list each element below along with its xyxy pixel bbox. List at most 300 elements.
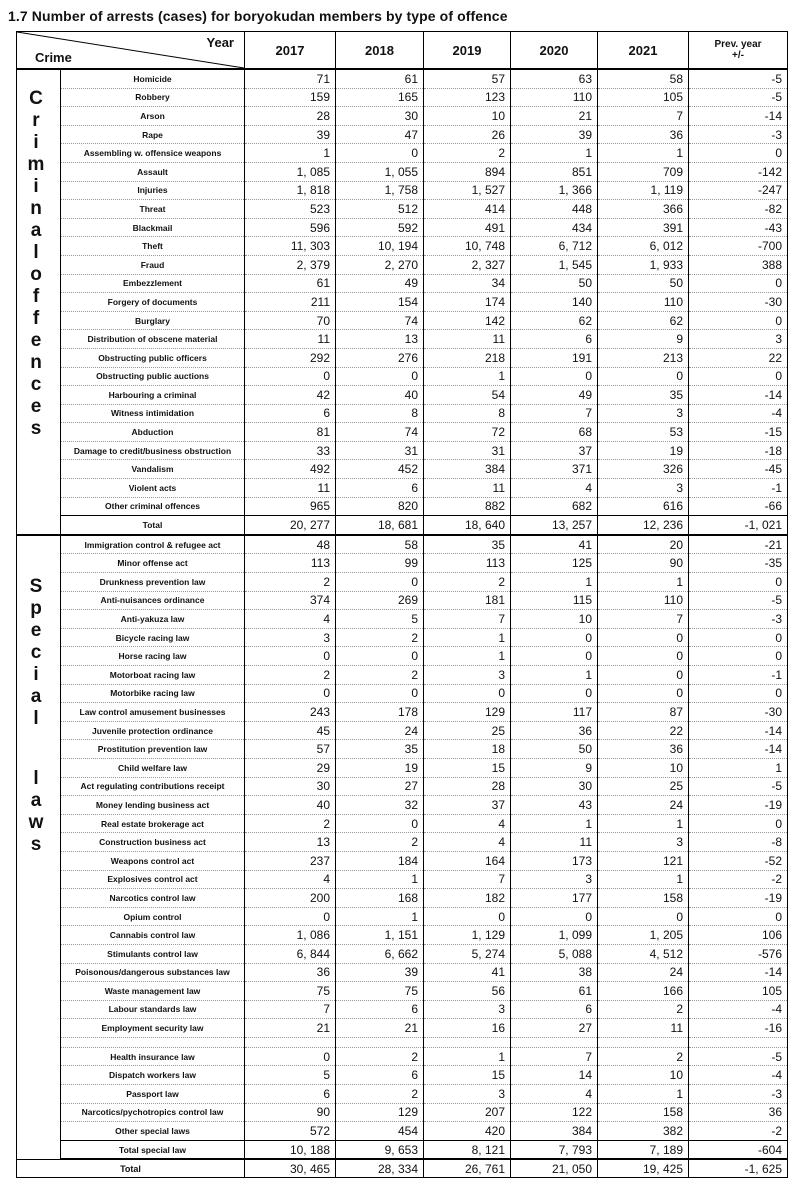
side-letter: a: [30, 220, 42, 241]
table-row: [17, 274, 788, 293]
value-cell: 24: [598, 963, 689, 982]
value-cell: 36: [245, 963, 336, 982]
row-label: Opium control: [61, 907, 245, 926]
grand-total-label: Total: [17, 1159, 245, 1178]
value-cell: 9: [511, 758, 598, 777]
value-cell: 47: [336, 125, 424, 144]
value-cell: 0: [245, 367, 336, 386]
table-row: [17, 907, 788, 926]
value-cell: 3: [424, 666, 511, 685]
value-cell: 48: [245, 535, 336, 554]
value-cell: 61: [336, 69, 424, 88]
value-cell: 12, 236: [598, 516, 689, 535]
value-cell: 165: [336, 88, 424, 107]
value-cell: 42: [245, 386, 336, 405]
value-cell: 374: [245, 591, 336, 610]
row-label: Juvenile protection ordinance: [61, 721, 245, 740]
value-cell: 37: [424, 796, 511, 815]
value-cell: 191: [511, 348, 598, 367]
value-cell: 27: [336, 777, 424, 796]
value-cell: 7, 189: [598, 1140, 689, 1159]
value-cell: 26, 761: [424, 1159, 511, 1178]
value-cell: 6: [511, 1000, 598, 1019]
value-cell: 452: [336, 460, 424, 479]
value-cell: 384: [511, 1122, 598, 1141]
row-label: Construction business act: [61, 833, 245, 852]
value-cell: 9, 653: [336, 1140, 424, 1159]
value-cell: 4: [511, 1085, 598, 1104]
year-header: 2017: [245, 32, 336, 70]
value-cell: 894: [424, 162, 511, 181]
table-row: [17, 404, 788, 423]
value-cell: 129: [424, 703, 511, 722]
value-cell: 21: [245, 1019, 336, 1038]
row-label: Arson: [61, 107, 245, 126]
value-cell: 0: [336, 144, 424, 163]
vertical-word: [17, 70, 55, 440]
value-cell: 0: [598, 907, 689, 926]
value-cell: 1: [511, 144, 598, 163]
value-cell: 6, 844: [245, 944, 336, 963]
value-cell: 213: [598, 348, 689, 367]
side-letter: s: [30, 418, 42, 439]
section-side-label: [17, 69, 61, 535]
diff-cell: -5: [689, 591, 788, 610]
value-cell: 49: [511, 386, 598, 405]
diff-cell: -15: [689, 423, 788, 442]
value-cell: 0: [336, 684, 424, 703]
table-row: [17, 311, 788, 330]
year-axis-label: Year: [206, 35, 234, 50]
empty-cell: [511, 1037, 598, 1047]
value-cell: 173: [511, 851, 598, 870]
value-cell: 1: [598, 573, 689, 592]
side-letter: e: [30, 396, 42, 417]
side-letter: m: [27, 154, 45, 175]
diff-cell: -30: [689, 703, 788, 722]
diff-cell: -1, 625: [689, 1159, 788, 1178]
value-cell: 168: [336, 889, 424, 908]
diff-cell: 1: [689, 758, 788, 777]
row-label: Obstructing public auctions: [61, 367, 245, 386]
value-cell: 0: [598, 647, 689, 666]
row-label: Forgery of documents: [61, 293, 245, 312]
value-cell: 74: [336, 311, 424, 330]
spacer-row: [17, 1037, 788, 1047]
prev-year-header: Prev. year +/-: [689, 32, 788, 70]
diff-cell: 106: [689, 926, 788, 945]
value-cell: 36: [511, 721, 598, 740]
value-cell: 1: [424, 647, 511, 666]
row-label: Act regulating contributions receipt: [61, 777, 245, 796]
table-row: [17, 944, 788, 963]
value-cell: 68: [511, 423, 598, 442]
row-label: Health insurance law: [61, 1047, 245, 1066]
value-cell: 414: [424, 200, 511, 219]
empty-cell: [598, 1037, 689, 1047]
row-label: Child welfare law: [61, 758, 245, 777]
vertical-word: [17, 536, 55, 856]
value-cell: 117: [511, 703, 598, 722]
diff-cell: -1: [689, 666, 788, 685]
value-cell: 0: [245, 684, 336, 703]
value-cell: 19, 425: [598, 1159, 689, 1178]
value-cell: 181: [424, 591, 511, 610]
value-cell: 11: [424, 330, 511, 349]
row-label: Obstructing public officers: [61, 348, 245, 367]
value-cell: 6, 012: [598, 237, 689, 256]
value-cell: 174: [424, 293, 511, 312]
diff-cell: -82: [689, 200, 788, 219]
value-cell: 243: [245, 703, 336, 722]
table-row: [17, 851, 788, 870]
value-cell: 105: [598, 88, 689, 107]
table-row: [17, 181, 788, 200]
value-cell: 1, 119: [598, 181, 689, 200]
table-row: [17, 162, 788, 181]
row-label: Vandalism: [61, 460, 245, 479]
value-cell: 0: [598, 684, 689, 703]
row-label: Dispatch workers law: [61, 1066, 245, 1085]
value-cell: 28: [424, 777, 511, 796]
value-cell: 0: [336, 573, 424, 592]
table-row: [17, 777, 788, 796]
value-cell: 87: [598, 703, 689, 722]
row-label: Employment security law: [61, 1019, 245, 1038]
value-cell: 0: [598, 628, 689, 647]
value-cell: 40: [336, 386, 424, 405]
value-cell: 28, 334: [336, 1159, 424, 1178]
value-cell: 19: [336, 758, 424, 777]
value-cell: 56: [424, 982, 511, 1001]
value-cell: 1, 129: [424, 926, 511, 945]
table-row: [17, 647, 788, 666]
side-letter: i: [33, 132, 39, 153]
value-cell: 820: [336, 497, 424, 516]
row-label: Threat: [61, 200, 245, 219]
value-cell: 41: [511, 535, 598, 554]
table-row: [17, 218, 788, 237]
table-row: [17, 796, 788, 815]
side-letter: l: [33, 707, 39, 729]
value-cell: 72: [424, 423, 511, 442]
value-cell: 70: [245, 311, 336, 330]
value-cell: 1: [424, 1047, 511, 1066]
value-cell: 1: [336, 870, 424, 889]
row-label: Homicide: [61, 69, 245, 88]
table-row: [17, 1122, 788, 1141]
value-cell: 159: [245, 88, 336, 107]
row-label: Narcotics control law: [61, 889, 245, 908]
value-cell: 50: [598, 274, 689, 293]
table-row: [17, 870, 788, 889]
row-label: Blackmail: [61, 218, 245, 237]
diff-cell: -5: [689, 777, 788, 796]
row-label: Prostitution prevention law: [61, 740, 245, 759]
value-cell: 38: [511, 963, 598, 982]
value-cell: 4: [424, 833, 511, 852]
value-cell: 0: [511, 647, 598, 666]
value-cell: 2: [336, 666, 424, 685]
value-cell: 7: [511, 404, 598, 423]
diff-cell: -14: [689, 740, 788, 759]
value-cell: 1: [511, 814, 598, 833]
value-cell: 2: [245, 573, 336, 592]
value-cell: 218: [424, 348, 511, 367]
value-cell: 32: [336, 796, 424, 815]
value-cell: 5: [245, 1066, 336, 1085]
value-cell: 1, 151: [336, 926, 424, 945]
side-letter: a: [30, 685, 42, 707]
value-cell: 4: [424, 814, 511, 833]
value-cell: 6: [336, 479, 424, 498]
value-cell: 8: [424, 404, 511, 423]
value-cell: 62: [598, 311, 689, 330]
value-cell: 21: [336, 1019, 424, 1038]
value-cell: 1: [336, 907, 424, 926]
value-cell: 99: [336, 554, 424, 573]
side-letter: n: [30, 352, 42, 373]
value-cell: 2: [336, 628, 424, 647]
value-cell: 81: [245, 423, 336, 442]
value-cell: 0: [336, 647, 424, 666]
value-cell: 41: [424, 963, 511, 982]
value-cell: 616: [598, 497, 689, 516]
value-cell: 49: [336, 274, 424, 293]
row-label: Waste management law: [61, 982, 245, 1001]
value-cell: 0: [424, 684, 511, 703]
value-cell: 434: [511, 218, 598, 237]
value-cell: 24: [598, 796, 689, 815]
side-letter: w: [28, 811, 44, 833]
year-header: 2020: [511, 32, 598, 70]
value-cell: 0: [336, 814, 424, 833]
value-cell: 9: [598, 330, 689, 349]
side-letter: f: [32, 286, 40, 307]
table-row: [17, 610, 788, 629]
value-cell: 4: [511, 479, 598, 498]
row-label: Real estate brokerage act: [61, 814, 245, 833]
value-cell: 1: [424, 367, 511, 386]
value-cell: 6: [336, 1066, 424, 1085]
value-cell: 237: [245, 851, 336, 870]
table-row: [17, 293, 788, 312]
value-cell: 366: [598, 200, 689, 219]
table-row: [17, 237, 788, 256]
table-row: [17, 1085, 788, 1104]
value-cell: 1: [598, 814, 689, 833]
value-cell: 129: [336, 1103, 424, 1122]
side-letter: o: [30, 264, 42, 285]
row-label: Motorbike racing law: [61, 684, 245, 703]
value-cell: 0: [245, 647, 336, 666]
value-cell: 7: [511, 1047, 598, 1066]
value-cell: 0: [598, 367, 689, 386]
value-cell: 1, 055: [336, 162, 424, 181]
value-cell: 6, 662: [336, 944, 424, 963]
diff-cell: -19: [689, 796, 788, 815]
value-cell: 596: [245, 218, 336, 237]
value-cell: 30, 465: [245, 1159, 336, 1178]
value-cell: 26: [424, 125, 511, 144]
value-cell: 113: [424, 554, 511, 573]
diff-cell: -5: [689, 88, 788, 107]
table-row: [17, 88, 788, 107]
value-cell: 6: [511, 330, 598, 349]
empty-cell: [424, 1037, 511, 1047]
crime-axis-label: Crime: [35, 50, 72, 65]
value-cell: 7: [424, 870, 511, 889]
diff-cell: 105: [689, 982, 788, 1001]
value-cell: 448: [511, 200, 598, 219]
value-cell: 1, 099: [511, 926, 598, 945]
value-cell: 166: [598, 982, 689, 1001]
side-letter: S: [29, 575, 43, 597]
value-cell: 572: [245, 1122, 336, 1141]
table-row: [17, 144, 788, 163]
value-cell: 4: [245, 870, 336, 889]
table-row: [17, 591, 788, 610]
value-cell: 326: [598, 460, 689, 479]
value-cell: 3: [245, 628, 336, 647]
diff-cell: -18: [689, 441, 788, 460]
value-cell: 2: [336, 1047, 424, 1066]
value-cell: 18, 640: [424, 516, 511, 535]
value-cell: 11: [424, 479, 511, 498]
value-cell: 39: [336, 963, 424, 982]
diff-cell: 0: [689, 274, 788, 293]
value-cell: 61: [245, 274, 336, 293]
diff-cell: -30: [689, 293, 788, 312]
table-body: [17, 69, 788, 1178]
value-cell: 384: [424, 460, 511, 479]
value-cell: 16: [424, 1019, 511, 1038]
value-cell: 420: [424, 1122, 511, 1141]
value-cell: 177: [511, 889, 598, 908]
row-label: Abduction: [61, 423, 245, 442]
value-cell: 182: [424, 889, 511, 908]
value-cell: 35: [424, 535, 511, 554]
value-cell: 11, 303: [245, 237, 336, 256]
value-cell: 1: [598, 1085, 689, 1104]
row-label: Motorboat racing law: [61, 666, 245, 685]
diff-cell: -3: [689, 610, 788, 629]
table-row: [17, 1047, 788, 1066]
value-cell: 5, 274: [424, 944, 511, 963]
diff-cell: 0: [689, 684, 788, 703]
table-row: [17, 684, 788, 703]
value-cell: 11: [245, 330, 336, 349]
value-cell: 6: [245, 1085, 336, 1104]
value-cell: 58: [598, 69, 689, 88]
diff-cell: -142: [689, 162, 788, 181]
row-label: Assembling w. offensice weapons: [61, 144, 245, 163]
row-label: Horse racing law: [61, 647, 245, 666]
table-row: [17, 535, 788, 554]
value-cell: 2: [424, 144, 511, 163]
diff-cell: -14: [689, 721, 788, 740]
empty-cell: [61, 1037, 245, 1047]
diff-cell: 22: [689, 348, 788, 367]
value-cell: 10: [598, 758, 689, 777]
value-cell: 371: [511, 460, 598, 479]
diff-cell: -8: [689, 833, 788, 852]
value-cell: 2: [598, 1047, 689, 1066]
value-cell: 491: [424, 218, 511, 237]
value-cell: 0: [598, 666, 689, 685]
value-cell: 2, 327: [424, 255, 511, 274]
value-cell: 523: [245, 200, 336, 219]
row-label: Labour standards law: [61, 1000, 245, 1019]
year-header: 2021: [598, 32, 689, 70]
value-cell: 1, 527: [424, 181, 511, 200]
table-row: [17, 1066, 788, 1085]
table-row: [17, 423, 788, 442]
year-header: 2018: [336, 32, 424, 70]
table-row: [17, 926, 788, 945]
grand-total-row: [17, 1159, 788, 1178]
diff-cell: -14: [689, 963, 788, 982]
table-row: [17, 628, 788, 647]
value-cell: 11: [511, 833, 598, 852]
value-cell: 965: [245, 497, 336, 516]
value-cell: 37: [511, 441, 598, 460]
value-cell: 29: [245, 758, 336, 777]
table-row: [17, 573, 788, 592]
value-cell: 211: [245, 293, 336, 312]
value-cell: 11: [245, 479, 336, 498]
row-label: Burglary: [61, 311, 245, 330]
side-letter: f: [32, 308, 40, 329]
value-cell: 1: [511, 666, 598, 685]
value-cell: 3: [424, 1085, 511, 1104]
value-cell: 18, 681: [336, 516, 424, 535]
value-cell: 292: [245, 348, 336, 367]
value-cell: 28: [245, 107, 336, 126]
value-cell: 125: [511, 554, 598, 573]
value-cell: 71: [245, 69, 336, 88]
year-header: 2019: [424, 32, 511, 70]
value-cell: 53: [598, 423, 689, 442]
value-cell: 4, 512: [598, 944, 689, 963]
value-cell: 6: [336, 1000, 424, 1019]
value-cell: 6: [245, 404, 336, 423]
diff-cell: -2: [689, 870, 788, 889]
side-letter: c: [30, 641, 42, 663]
value-cell: 75: [245, 982, 336, 1001]
value-cell: 30: [245, 777, 336, 796]
table-row: [17, 889, 788, 908]
row-label: Total: [61, 516, 245, 535]
value-cell: 50: [511, 274, 598, 293]
section-total-row: [17, 516, 788, 535]
value-cell: 2: [598, 1000, 689, 1019]
value-cell: 50: [511, 740, 598, 759]
value-cell: 5, 088: [511, 944, 598, 963]
side-letter: p: [30, 597, 42, 619]
value-cell: 6, 712: [511, 237, 598, 256]
value-cell: 158: [598, 1103, 689, 1122]
row-label: Total special law: [61, 1140, 245, 1159]
table-row: [17, 497, 788, 516]
table-row: [17, 982, 788, 1001]
value-cell: 1, 086: [245, 926, 336, 945]
value-cell: 0: [511, 907, 598, 926]
diff-cell: -14: [689, 386, 788, 405]
value-cell: 45: [245, 721, 336, 740]
value-cell: 8: [336, 404, 424, 423]
value-cell: 276: [336, 348, 424, 367]
